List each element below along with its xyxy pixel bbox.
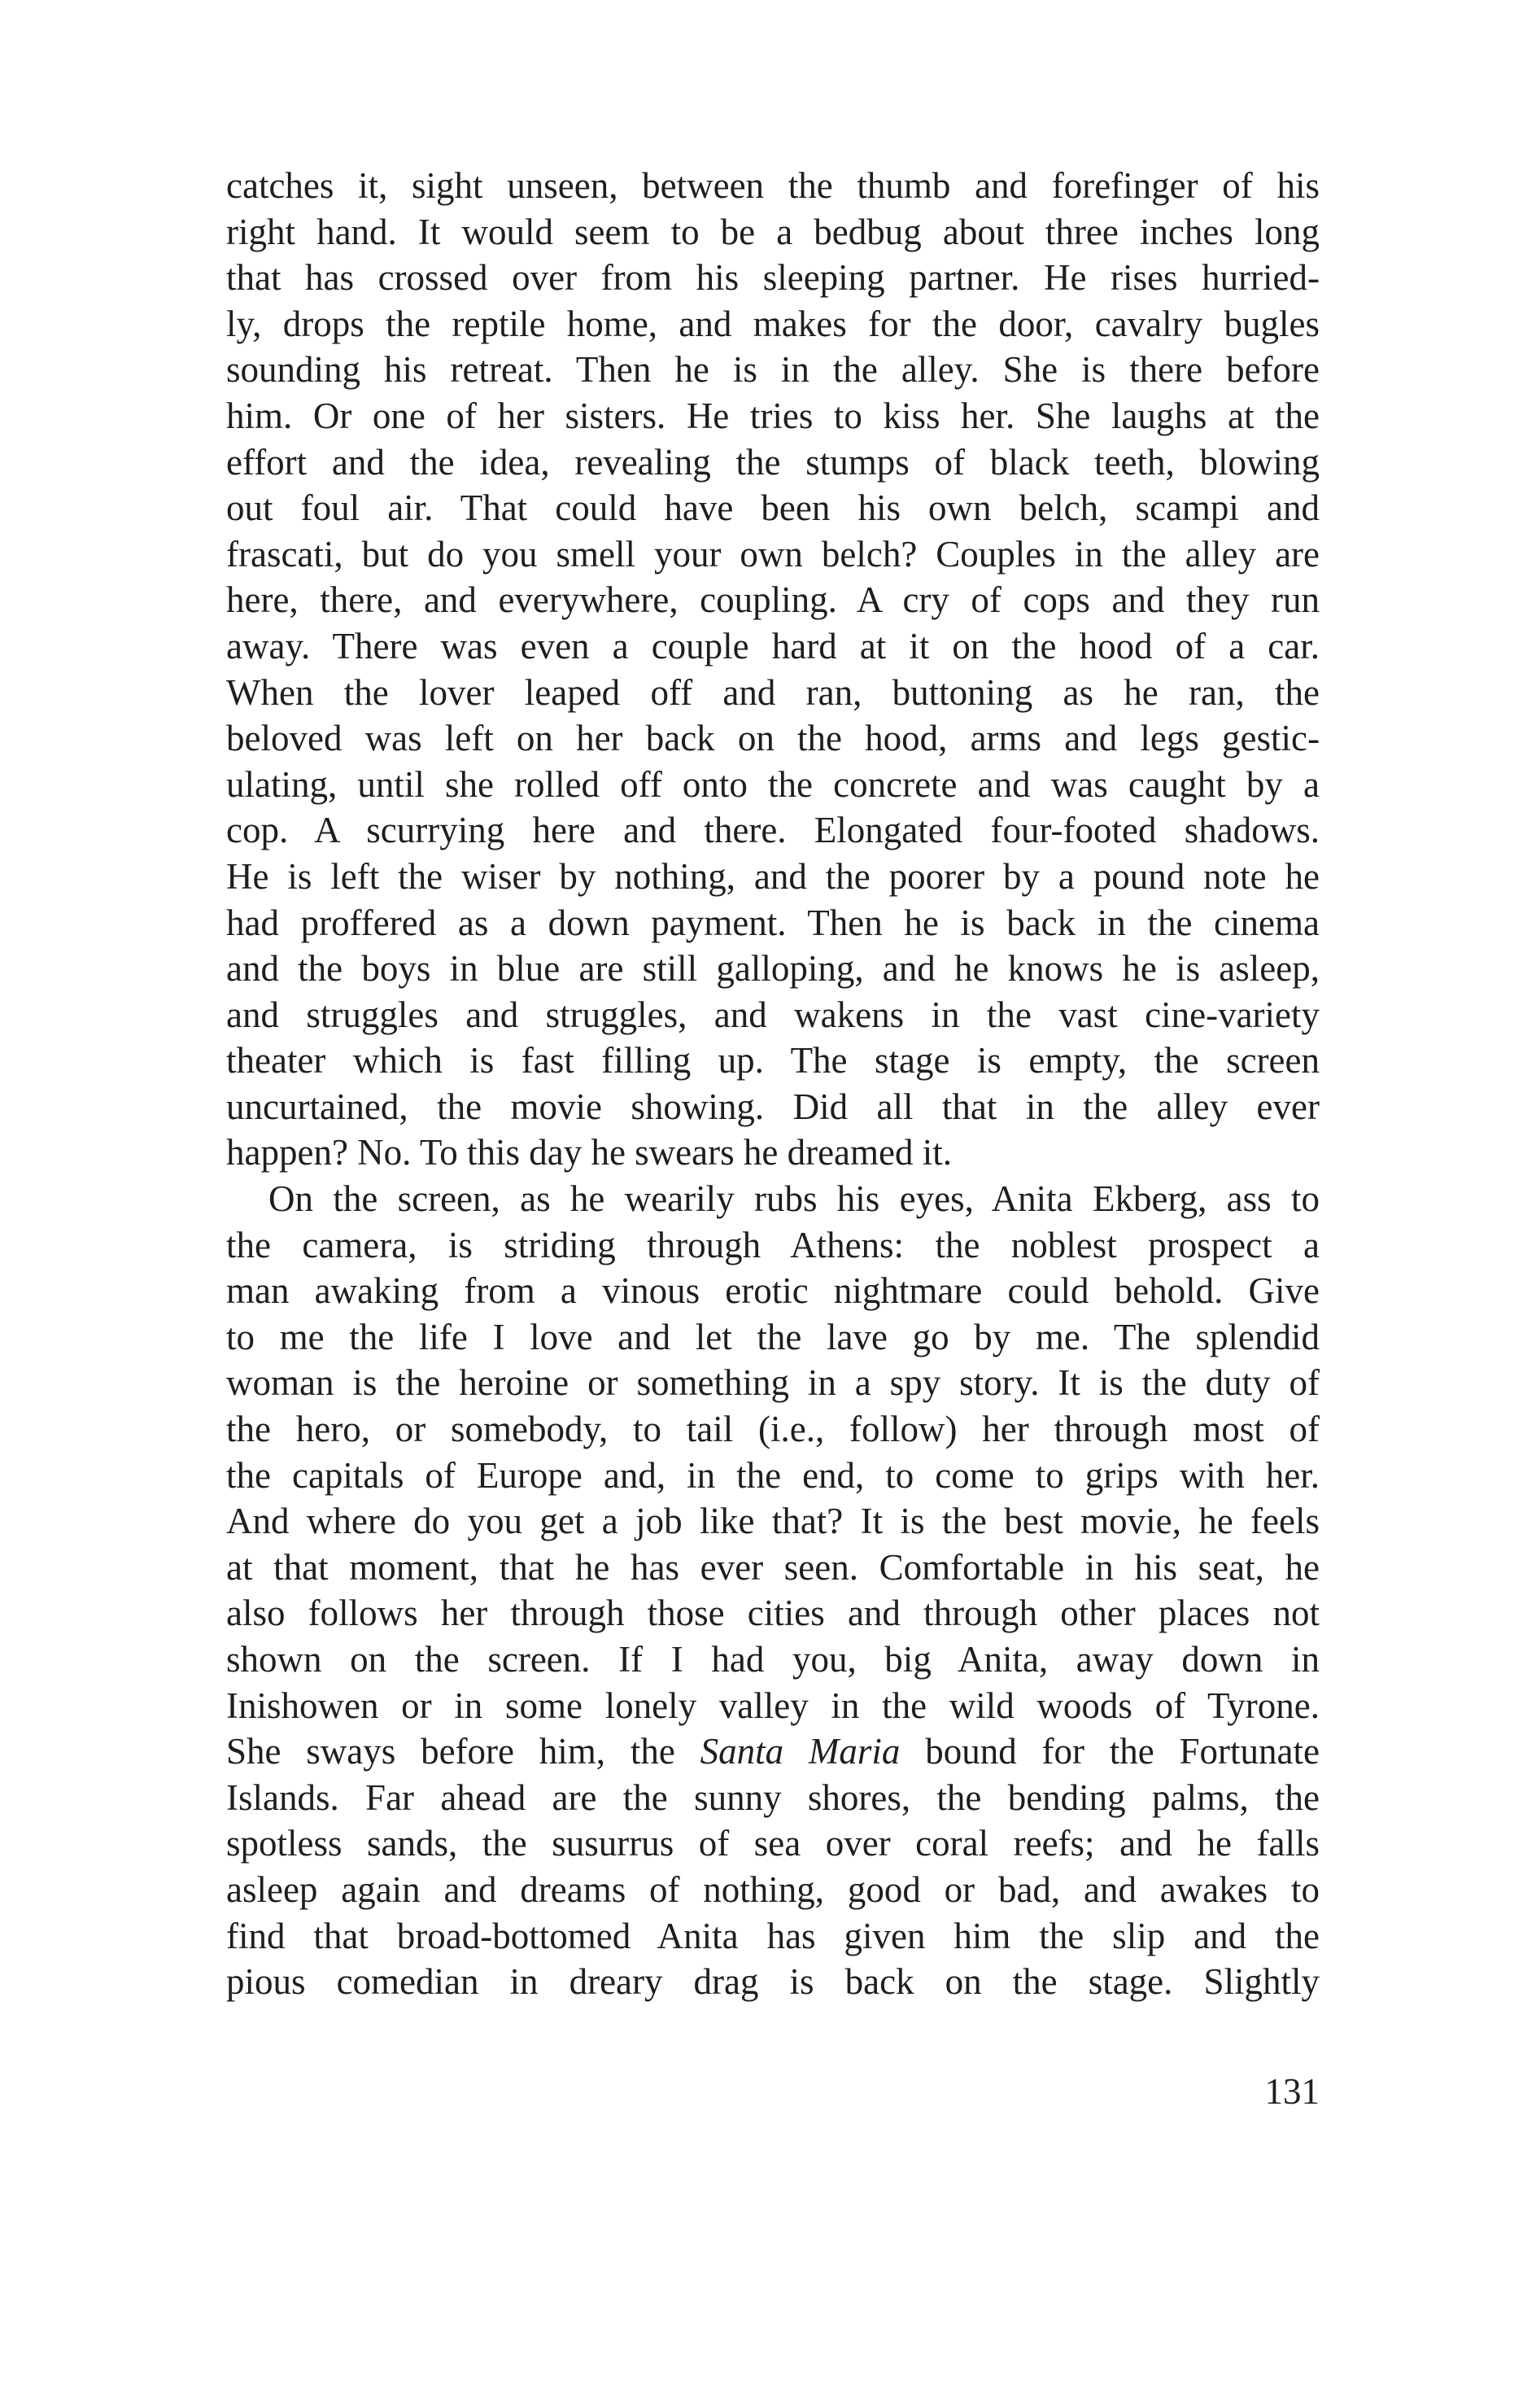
text-line: had proffered as a down payment. Then he is back in the cinema [226, 902, 1320, 943]
text-line: that has crossed over from his sleeping partner. He rises hurried- [226, 257, 1320, 299]
text-line: out foul air. That could have been his own belch, scampi and [226, 487, 1320, 529]
text-line: away. There was even a couple hard at it on the hood of a car. [226, 625, 1320, 666]
text-line: the hero, or somebody, to tail (i.e., follow) her through most of [226, 1409, 1320, 1450]
text-line: Inishowen or in some lonely valley in the wild woods of Tyrone. [226, 1685, 1320, 1726]
page-number: 131 [1264, 2071, 1320, 2112]
text-line: shown on the screen. If I had you, big Anita, away down in [226, 1639, 1320, 1680]
text-line: and the boys in blue are still galloping, and he knows he is asleep, [226, 948, 1320, 990]
text-line: here, there, and everywhere, coupling. A cry of cops and they run [226, 579, 1320, 621]
text-line: ly, drops the reptile home, and makes for the door, cavalry bugles [226, 303, 1320, 344]
text-line: man awaking from a vinous erotic nightmare could behold. Give [226, 1270, 1320, 1312]
text-line: When the lover leaped off and ran, buttoning as he ran, the [226, 671, 1320, 713]
text-line: to me the life I love and let the lave go by me. The splendid [226, 1316, 1320, 1357]
paragraph-end-line: happen? No. To this day he swears he dreamed it. [226, 1132, 953, 1173]
text-line: him. Or one of her sisters. He tries to kiss her. She laughs at the [226, 395, 1320, 436]
text-line: right hand. It would seem to be a bedbug about three inches long [226, 211, 1320, 252]
text-line-with-italic [226, 1728, 1320, 1775]
text-line: at that moment, that he has ever seen. Comfortable in his seat, he [226, 1546, 1320, 1588]
italic-ship-name: Santa Maria [700, 1731, 901, 1772]
text-line: effort and the idea, revealing the stumps of black teeth, blowing [226, 441, 1320, 483]
text-line: theater which is fast filling up. The stage is empty, the screen [226, 1040, 1320, 1082]
text-line: find that broad-bottomed Anita has given him the slip and the [226, 1915, 1320, 1956]
text-segment: She sways before him, the [226, 1731, 700, 1772]
text-line: catches it, sight unseen, between the thumb and forefinger of his [226, 165, 1320, 206]
text-line: the capitals of Europe and, in the end, to come to grips with her. [226, 1454, 1320, 1496]
text-line: sounding his retreat. Then he is in the alley. She is there before [226, 349, 1320, 391]
text-line: beloved was left on her back on the hood, arms and legs gestic- [226, 718, 1320, 759]
text-line: asleep again and dreams of nothing, good or bad, and awakes to [226, 1868, 1320, 1910]
text-line: ulating, until she rolled off onto the concrete and was caught by a [226, 763, 1320, 805]
text-line: spotless sands, the susurrus of sea over coral reefs; and he falls [226, 1823, 1320, 1864]
text-line: woman is the heroine or something in a spy story. It is the duty of [226, 1362, 1320, 1404]
text-line: He is left the wiser by nothing, and the poorer by a pound note he [226, 855, 1320, 897]
body-text [226, 163, 1320, 2005]
text-line: frascati, but do you smell your own belch? Couples in the alley are [226, 533, 1320, 575]
text-line: And where do you get a job like that? It is the best movie, he feels [226, 1501, 1320, 1542]
text-line: the camera, is striding through Athens: the noblest prospect a [226, 1224, 1320, 1265]
text-segment: bound for the Fortunate [900, 1731, 1320, 1772]
text-line: cop. A scurrying here and there. Elongated four-footed shadows. [226, 810, 1320, 851]
text-line: and struggles and struggles, and wakens in the vast cine-variety [226, 994, 1320, 1035]
text-line: uncurtained, the movie showing. Did all that in the alley ever [226, 1086, 1320, 1127]
text-line: Islands. Far ahead are the sunny shores, the bending palms, the [226, 1777, 1320, 1818]
text-line: also follows her through those cities and through other places not [226, 1593, 1320, 1634]
paragraph-start-line: On the screen, as he wearily rubs his eyes, Anita Ekberg, ass to [268, 1178, 1320, 1220]
text-line: pious comedian in dreary drag is back on the stage. Slightly [226, 1961, 1320, 2003]
